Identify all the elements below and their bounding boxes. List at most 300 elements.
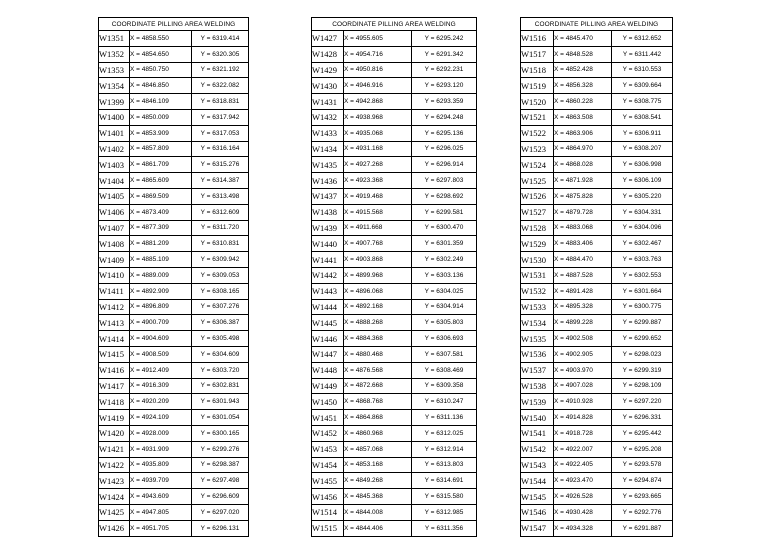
table-row xyxy=(99,331,249,347)
x-coordinate-cell: X = 4891.428 xyxy=(554,283,612,299)
x-coordinate-cell: X = 4907.768 xyxy=(344,236,412,252)
point-id-cell: W1528 xyxy=(521,220,554,236)
y-coordinate-cell: Y = 6298.692 xyxy=(412,188,477,204)
x-coordinate-cell: X = 4907.028 xyxy=(554,378,612,394)
y-coordinate-cell: Y = 6302.249 xyxy=(412,252,477,268)
x-coordinate-cell: X = 4947.805 xyxy=(130,504,192,520)
point-id-cell: W1517 xyxy=(521,46,554,62)
y-coordinate-cell: Y = 6309.053 xyxy=(192,267,249,283)
x-coordinate-cell: X = 4942.868 xyxy=(344,94,412,110)
x-coordinate-cell: X = 4875.828 xyxy=(554,188,612,204)
x-coordinate-cell: X = 4923.470 xyxy=(554,473,612,489)
y-coordinate-cell: Y = 6304.096 xyxy=(612,220,673,236)
table-row xyxy=(99,94,249,110)
table-row xyxy=(521,504,673,520)
table-row xyxy=(521,188,673,204)
table-row xyxy=(521,78,673,94)
y-coordinate-cell: Y = 6308.541 xyxy=(612,109,673,125)
x-coordinate-cell: X = 4871.928 xyxy=(554,173,612,189)
table-row xyxy=(312,362,477,378)
point-id-cell: W1351 xyxy=(99,31,130,47)
y-coordinate-cell: Y = 6293.120 xyxy=(412,78,477,94)
x-coordinate-cell: X = 4887.528 xyxy=(554,267,612,283)
x-coordinate-cell: X = 4850.009 xyxy=(130,109,192,125)
table-row xyxy=(312,236,477,252)
x-coordinate-cell: X = 4863.508 xyxy=(554,109,612,125)
point-id-cell: W1532 xyxy=(521,283,554,299)
y-coordinate-cell: Y = 6322.082 xyxy=(192,78,249,94)
table-row xyxy=(99,157,249,173)
point-id-cell: W1354 xyxy=(99,78,130,94)
y-coordinate-cell: Y = 6292.231 xyxy=(412,62,477,78)
y-coordinate-cell: Y = 6301.054 xyxy=(192,410,249,426)
table-row xyxy=(312,473,477,489)
x-coordinate-cell: X = 4879.728 xyxy=(554,204,612,220)
table-row xyxy=(521,473,673,489)
y-coordinate-cell: Y = 6304.914 xyxy=(412,299,477,315)
table-row xyxy=(312,299,477,315)
table-row xyxy=(99,394,249,410)
x-coordinate-cell: X = 4908.509 xyxy=(130,346,192,362)
point-id-cell: W1455 xyxy=(312,473,344,489)
point-id-cell: W1416 xyxy=(99,362,130,378)
x-coordinate-cell: X = 4923.368 xyxy=(344,173,412,189)
y-coordinate-cell: Y = 6305.220 xyxy=(612,188,673,204)
table-row xyxy=(99,109,249,125)
table-row xyxy=(521,62,673,78)
table-row xyxy=(99,378,249,394)
x-coordinate-cell: X = 4884.368 xyxy=(344,331,412,347)
x-coordinate-cell: X = 4868.768 xyxy=(344,394,412,410)
table-row xyxy=(99,220,249,236)
point-id-cell: W1456 xyxy=(312,489,344,505)
y-coordinate-cell: Y = 6297.803 xyxy=(412,173,477,189)
y-coordinate-cell: Y = 6317.942 xyxy=(192,109,249,125)
point-id-cell: W1399 xyxy=(99,94,130,110)
x-coordinate-cell: X = 4889.009 xyxy=(130,267,192,283)
point-id-cell: W1546 xyxy=(521,504,554,520)
y-coordinate-cell: Y = 6306.911 xyxy=(612,125,673,141)
table-row xyxy=(521,141,673,157)
point-id-cell: W1418 xyxy=(99,394,130,410)
table-row xyxy=(312,504,477,520)
table-row xyxy=(312,31,477,47)
point-id-cell: W1414 xyxy=(99,331,130,347)
point-id-cell: W1442 xyxy=(312,267,344,283)
y-coordinate-cell: Y = 6298.109 xyxy=(612,378,673,394)
x-coordinate-cell: X = 4895.328 xyxy=(554,299,612,315)
point-id-cell: W1422 xyxy=(99,457,130,473)
point-id-cell: W1530 xyxy=(521,252,554,268)
y-coordinate-cell: Y = 6300.165 xyxy=(192,425,249,441)
point-id-cell: W1525 xyxy=(521,173,554,189)
y-coordinate-cell: Y = 6306.387 xyxy=(192,315,249,331)
table-row xyxy=(99,315,249,331)
x-coordinate-cell: X = 4844.406 xyxy=(344,520,412,536)
point-id-cell: W1440 xyxy=(312,236,344,252)
y-coordinate-cell: Y = 6303.763 xyxy=(612,252,673,268)
x-coordinate-cell: X = 4914.828 xyxy=(554,410,612,426)
x-coordinate-cell: X = 4903.868 xyxy=(344,252,412,268)
y-coordinate-cell: Y = 6295.242 xyxy=(412,31,477,47)
point-id-cell: W1519 xyxy=(521,78,554,94)
x-coordinate-cell: X = 4845.470 xyxy=(554,31,612,47)
point-id-cell: W1407 xyxy=(99,220,130,236)
table-title: COORDINATE PILLING AREA WELDING xyxy=(521,18,673,31)
x-coordinate-cell: X = 4865.609 xyxy=(130,173,192,189)
x-coordinate-cell: X = 4928.009 xyxy=(130,425,192,441)
table-row xyxy=(521,157,673,173)
table-row xyxy=(521,252,673,268)
table-row xyxy=(99,346,249,362)
point-id-cell: W1452 xyxy=(312,425,344,441)
x-coordinate-cell: X = 4852.428 xyxy=(554,62,612,78)
x-coordinate-cell: X = 4854.650 xyxy=(130,46,192,62)
table-row xyxy=(312,109,477,125)
x-coordinate-cell: X = 4850.750 xyxy=(130,62,192,78)
table-row xyxy=(99,141,249,157)
y-coordinate-cell: Y = 6308.207 xyxy=(612,141,673,157)
x-coordinate-cell: X = 4892.909 xyxy=(130,283,192,299)
table-row xyxy=(521,331,673,347)
y-coordinate-cell: Y = 6311.136 xyxy=(412,410,477,426)
y-coordinate-cell: Y = 6306.693 xyxy=(412,331,477,347)
y-coordinate-cell: Y = 6299.887 xyxy=(612,315,673,331)
point-id-cell: W1538 xyxy=(521,378,554,394)
point-id-cell: W1423 xyxy=(99,473,130,489)
table-row xyxy=(521,236,673,252)
y-coordinate-cell: Y = 6308.775 xyxy=(612,94,673,110)
y-coordinate-cell: Y = 6302.553 xyxy=(612,267,673,283)
x-coordinate-cell: X = 4853.168 xyxy=(344,457,412,473)
y-coordinate-cell: Y = 6310.247 xyxy=(412,394,477,410)
y-coordinate-cell: Y = 6294.874 xyxy=(612,473,673,489)
table-row xyxy=(99,204,249,220)
y-coordinate-cell: Y = 6293.665 xyxy=(612,489,673,505)
point-id-cell: W1527 xyxy=(521,204,554,220)
x-coordinate-cell: X = 4881.209 xyxy=(130,236,192,252)
table-row xyxy=(312,489,477,505)
y-coordinate-cell: Y = 6303.136 xyxy=(412,267,477,283)
y-coordinate-cell: Y = 6296.131 xyxy=(192,520,249,536)
x-coordinate-cell: X = 4931.909 xyxy=(130,441,192,457)
y-coordinate-cell: Y = 6312.025 xyxy=(412,425,477,441)
y-coordinate-cell: Y = 6299.652 xyxy=(612,331,673,347)
x-coordinate-cell: X = 4849.268 xyxy=(344,473,412,489)
point-id-cell: W1411 xyxy=(99,283,130,299)
y-coordinate-cell: Y = 6298.387 xyxy=(192,457,249,473)
x-coordinate-cell: X = 4858.550 xyxy=(130,31,192,47)
point-id-cell: W1443 xyxy=(312,283,344,299)
point-id-cell: W1420 xyxy=(99,425,130,441)
x-coordinate-cell: X = 4904.609 xyxy=(130,331,192,347)
table-row xyxy=(312,141,477,157)
y-coordinate-cell: Y = 6315.580 xyxy=(412,489,477,505)
point-id-cell: W1405 xyxy=(99,188,130,204)
x-coordinate-cell: X = 4846.109 xyxy=(130,94,192,110)
y-coordinate-cell: Y = 6309.664 xyxy=(612,78,673,94)
y-coordinate-cell: Y = 6298.023 xyxy=(612,346,673,362)
x-coordinate-cell: X = 4934.328 xyxy=(554,520,612,536)
y-coordinate-cell: Y = 6302.467 xyxy=(612,236,673,252)
y-coordinate-cell: Y = 6313.498 xyxy=(192,188,249,204)
x-coordinate-cell: X = 4856.328 xyxy=(554,78,612,94)
table-row xyxy=(312,252,477,268)
y-coordinate-cell: Y = 6308.165 xyxy=(192,283,249,299)
table-row xyxy=(99,252,249,268)
x-coordinate-cell: X = 4896.809 xyxy=(130,299,192,315)
y-coordinate-cell: Y = 6300.470 xyxy=(412,220,477,236)
point-id-cell: W1453 xyxy=(312,441,344,457)
table-row xyxy=(99,489,249,505)
x-coordinate-cell: X = 4915.568 xyxy=(344,204,412,220)
point-id-cell: W1454 xyxy=(312,457,344,473)
x-coordinate-cell: X = 4930.428 xyxy=(554,504,612,520)
point-id-cell: W1545 xyxy=(521,489,554,505)
x-coordinate-cell: X = 4938.968 xyxy=(344,109,412,125)
point-id-cell: W1433 xyxy=(312,125,344,141)
y-coordinate-cell: Y = 6314.387 xyxy=(192,173,249,189)
x-coordinate-cell: X = 4902.508 xyxy=(554,331,612,347)
y-coordinate-cell: Y = 6312.652 xyxy=(612,31,673,47)
x-coordinate-cell: X = 4883.406 xyxy=(554,236,612,252)
table-row xyxy=(521,457,673,473)
x-coordinate-cell: X = 4922.007 xyxy=(554,441,612,457)
point-id-cell: W1404 xyxy=(99,173,130,189)
x-coordinate-cell: X = 4927.268 xyxy=(344,157,412,173)
y-coordinate-cell: Y = 6304.025 xyxy=(412,283,477,299)
x-coordinate-cell: X = 4885.109 xyxy=(130,252,192,268)
point-id-cell: W1408 xyxy=(99,236,130,252)
point-id-cell: W1434 xyxy=(312,141,344,157)
table-header-row xyxy=(521,18,673,31)
x-coordinate-cell: X = 4877.309 xyxy=(130,220,192,236)
x-coordinate-cell: X = 4864.868 xyxy=(344,410,412,426)
x-coordinate-cell: X = 4899.228 xyxy=(554,315,612,331)
y-coordinate-cell: Y = 6291.342 xyxy=(412,46,477,62)
x-coordinate-cell: X = 4903.970 xyxy=(554,362,612,378)
y-coordinate-cell: Y = 6304.609 xyxy=(192,346,249,362)
table-row xyxy=(99,457,249,473)
y-coordinate-cell: Y = 6301.943 xyxy=(192,394,249,410)
y-coordinate-cell: Y = 6309.942 xyxy=(192,252,249,268)
table-row xyxy=(99,362,249,378)
table-row xyxy=(312,378,477,394)
x-coordinate-cell: X = 4853.909 xyxy=(130,125,192,141)
table-row xyxy=(312,346,477,362)
x-coordinate-cell: X = 4943.609 xyxy=(130,489,192,505)
x-coordinate-cell: X = 4892.168 xyxy=(344,299,412,315)
point-id-cell: W1450 xyxy=(312,394,344,410)
x-coordinate-cell: X = 4884.470 xyxy=(554,252,612,268)
table-row xyxy=(312,125,477,141)
y-coordinate-cell: Y = 6318.831 xyxy=(192,94,249,110)
x-coordinate-cell: X = 4920.209 xyxy=(130,394,192,410)
table-row xyxy=(99,31,249,47)
x-coordinate-cell: X = 4872.668 xyxy=(344,378,412,394)
point-id-cell: W1401 xyxy=(99,125,130,141)
x-coordinate-cell: X = 4846.850 xyxy=(130,78,192,94)
point-id-cell: W1541 xyxy=(521,425,554,441)
y-coordinate-cell: Y = 6291.887 xyxy=(612,520,673,536)
table-row xyxy=(99,410,249,426)
table-row xyxy=(99,188,249,204)
point-id-cell: W1539 xyxy=(521,394,554,410)
y-coordinate-cell: Y = 6307.276 xyxy=(192,299,249,315)
y-coordinate-cell: Y = 6301.664 xyxy=(612,283,673,299)
x-coordinate-cell: X = 4863.906 xyxy=(554,125,612,141)
table-row xyxy=(312,157,477,173)
table-row xyxy=(312,62,477,78)
point-id-cell: W1436 xyxy=(312,173,344,189)
y-coordinate-cell: Y = 6319.414 xyxy=(192,31,249,47)
point-id-cell: W1526 xyxy=(521,188,554,204)
table-row xyxy=(312,46,477,62)
x-coordinate-cell: X = 4883.068 xyxy=(554,220,612,236)
table-row xyxy=(312,520,477,536)
table-row xyxy=(99,173,249,189)
point-id-cell: W1424 xyxy=(99,489,130,505)
point-id-cell: W1445 xyxy=(312,315,344,331)
x-coordinate-cell: X = 4860.228 xyxy=(554,94,612,110)
y-coordinate-cell: Y = 6308.469 xyxy=(412,362,477,378)
x-coordinate-cell: X = 4861.709 xyxy=(130,157,192,173)
x-coordinate-cell: X = 4888.268 xyxy=(344,315,412,331)
point-id-cell: W1439 xyxy=(312,220,344,236)
point-id-cell: W1415 xyxy=(99,346,130,362)
y-coordinate-cell: Y = 6297.220 xyxy=(612,394,673,410)
point-id-cell: W1544 xyxy=(521,473,554,489)
table-row xyxy=(99,236,249,252)
x-coordinate-cell: X = 4935.809 xyxy=(130,457,192,473)
table-header-row xyxy=(312,18,477,31)
y-coordinate-cell: Y = 6294.248 xyxy=(412,109,477,125)
x-coordinate-cell: X = 4955.605 xyxy=(344,31,412,47)
x-coordinate-cell: X = 4880.468 xyxy=(344,346,412,362)
point-id-cell: W1448 xyxy=(312,362,344,378)
point-id-cell: W1352 xyxy=(99,46,130,62)
point-id-cell: W1430 xyxy=(312,78,344,94)
table-row xyxy=(99,441,249,457)
point-id-cell: W1403 xyxy=(99,157,130,173)
table-row xyxy=(521,489,673,505)
x-coordinate-cell: X = 4946.916 xyxy=(344,78,412,94)
point-id-cell: W1537 xyxy=(521,362,554,378)
x-coordinate-cell: X = 4844.008 xyxy=(344,504,412,520)
table-row xyxy=(312,315,477,331)
table-row xyxy=(521,204,673,220)
table-row xyxy=(312,94,477,110)
table-row xyxy=(99,299,249,315)
point-id-cell: W1451 xyxy=(312,410,344,426)
x-coordinate-cell: X = 4848.528 xyxy=(554,46,612,62)
table-row xyxy=(312,410,477,426)
y-coordinate-cell: Y = 6312.609 xyxy=(192,204,249,220)
y-coordinate-cell: Y = 6311.720 xyxy=(192,220,249,236)
y-coordinate-cell: Y = 6313.803 xyxy=(412,457,477,473)
y-coordinate-cell: Y = 6296.914 xyxy=(412,157,477,173)
x-coordinate-cell: X = 4912.409 xyxy=(130,362,192,378)
coordinate-table-2 xyxy=(311,17,477,537)
y-coordinate-cell: Y = 6297.498 xyxy=(192,473,249,489)
table-row xyxy=(521,425,673,441)
y-coordinate-cell: Y = 6305.803 xyxy=(412,315,477,331)
y-coordinate-cell: Y = 6306.998 xyxy=(612,157,673,173)
point-id-cell: W1518 xyxy=(521,62,554,78)
y-coordinate-cell: Y = 6311.442 xyxy=(612,46,673,62)
y-coordinate-cell: Y = 6306.109 xyxy=(612,173,673,189)
point-id-cell: W1515 xyxy=(312,520,344,536)
table-row xyxy=(312,78,477,94)
point-id-cell: W1520 xyxy=(521,94,554,110)
x-coordinate-cell: X = 4864.970 xyxy=(554,141,612,157)
y-coordinate-cell: Y = 6309.358 xyxy=(412,378,477,394)
point-id-cell: W1409 xyxy=(99,252,130,268)
table-row xyxy=(521,220,673,236)
x-coordinate-cell: X = 4900.709 xyxy=(130,315,192,331)
y-coordinate-cell: Y = 6315.276 xyxy=(192,157,249,173)
x-coordinate-cell: X = 4899.968 xyxy=(344,267,412,283)
point-id-cell: W1542 xyxy=(521,441,554,457)
table-row xyxy=(521,410,673,426)
point-id-cell: W1410 xyxy=(99,267,130,283)
table-row xyxy=(99,283,249,299)
point-id-cell: W1406 xyxy=(99,204,130,220)
table-row xyxy=(99,267,249,283)
point-id-cell: W1417 xyxy=(99,378,130,394)
point-id-cell: W1543 xyxy=(521,457,554,473)
table-row xyxy=(521,378,673,394)
point-id-cell: W1441 xyxy=(312,252,344,268)
point-id-cell: W1427 xyxy=(312,31,344,47)
table-row xyxy=(521,299,673,315)
table-row xyxy=(521,125,673,141)
table-row xyxy=(99,46,249,62)
table-header-row xyxy=(99,18,249,31)
x-coordinate-cell: X = 4910.928 xyxy=(554,394,612,410)
y-coordinate-cell: Y = 6299.276 xyxy=(192,441,249,457)
point-id-cell: W1429 xyxy=(312,62,344,78)
point-id-cell: W1446 xyxy=(312,331,344,347)
y-coordinate-cell: Y = 6295.136 xyxy=(412,125,477,141)
table-row xyxy=(99,62,249,78)
x-coordinate-cell: X = 4924.109 xyxy=(130,410,192,426)
table-row xyxy=(312,267,477,283)
y-coordinate-cell: Y = 6307.581 xyxy=(412,346,477,362)
x-coordinate-cell: X = 4902.905 xyxy=(554,346,612,362)
y-coordinate-cell: Y = 6314.691 xyxy=(412,473,477,489)
table-row xyxy=(312,220,477,236)
table-row xyxy=(521,173,673,189)
point-id-cell: W1402 xyxy=(99,141,130,157)
table-row xyxy=(521,441,673,457)
y-coordinate-cell: Y = 6296.025 xyxy=(412,141,477,157)
y-coordinate-cell: Y = 6321.192 xyxy=(192,62,249,78)
x-coordinate-cell: X = 4873.409 xyxy=(130,204,192,220)
table-row xyxy=(521,346,673,362)
table-row xyxy=(312,457,477,473)
x-coordinate-cell: X = 4918.728 xyxy=(554,425,612,441)
point-id-cell: W1435 xyxy=(312,157,344,173)
coordinate-table-1 xyxy=(98,17,249,537)
point-id-cell: W1524 xyxy=(521,157,554,173)
table-row xyxy=(521,315,673,331)
table-row xyxy=(521,267,673,283)
table-row xyxy=(312,173,477,189)
point-id-cell: W1449 xyxy=(312,378,344,394)
point-id-cell: W1531 xyxy=(521,267,554,283)
y-coordinate-cell: Y = 6305.498 xyxy=(192,331,249,347)
